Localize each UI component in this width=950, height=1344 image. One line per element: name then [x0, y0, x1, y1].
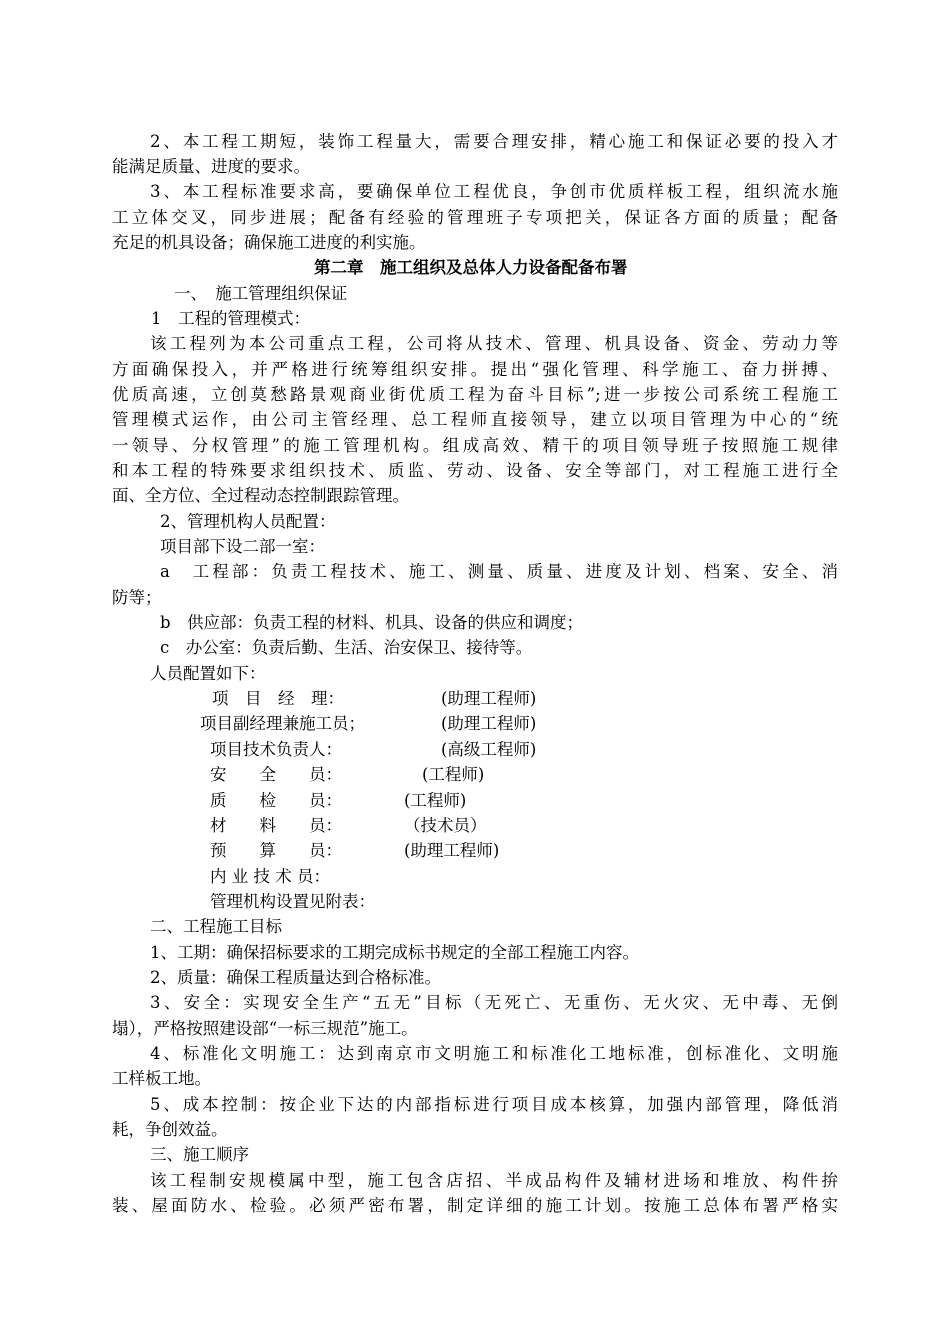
paragraph-line: 装、屋面防水、检验。必须严密布署，制定详细的施工计划。按施工总体布署严格实: [112, 1196, 838, 1215]
section-heading: 一、 施工管理组织保证: [174, 284, 348, 303]
staff-role: 内 业 技 术 员：: [210, 867, 330, 886]
paragraph-line: 项目部下设二部一室：: [160, 537, 325, 556]
paragraph-line: 管理模式运作，由公司主管经理、总工程师直接领导，建立以项目管理为中心的“统: [112, 410, 838, 429]
paragraph-line: 方面确保投入，并严格进行统筹组织安排。提出“强化管理、科学施工、奋力拼搏、: [112, 360, 838, 379]
paragraph-line: 能满足质量、进度的要求。: [112, 157, 310, 176]
paragraph-line: 工立体交叉，同步进展；配备有经验的管理班子专项把关，保证各方面的质量；配备: [112, 208, 838, 227]
paragraph-line: 该工程列为本公司重点工程，公司将从技术、管理、机具设备、资金、劳动力等: [150, 334, 838, 353]
staff-role: 项目副经理兼施工员；: [200, 714, 365, 733]
paragraph-line: 1、工期：确保招标要求的工期完成标书规定的全部工程施工内容。: [150, 943, 639, 962]
paragraph-line: 优质高速，立创莫愁路景观商业街优质工程为奋斗目标”;进一步按公司系统工程施工: [112, 385, 838, 404]
staff-title: (工程师): [422, 765, 485, 784]
paragraph-line: 塌），严格按照建设部“一标三规范”施工。: [112, 1019, 418, 1038]
paragraph-line: 充足的机具设备；确保施工进度的利实施。: [112, 233, 426, 252]
staff-title: （技术员）: [404, 816, 487, 835]
paragraph-line: 该工程制安规模属中型，施工包含店招、半成品构件及辅材进场和堆放、构件拚: [150, 1171, 838, 1190]
paragraph-line: 耗，争创效益。: [112, 1120, 228, 1139]
paragraph-line: 3、安全：实现安全生产“五无”目标（无死亡、无重伤、无火灾、无中毒、无倒: [150, 993, 838, 1012]
paragraph-line: 4、标准化文明施工：达到南京市文明施工和标准化工地标准，创标准化、文明施: [150, 1044, 838, 1063]
section-heading: 三、施工顺序: [150, 1145, 249, 1164]
list-item: c 办公室：负责后勤、生活、治安保卫、接待等。: [160, 638, 533, 657]
paragraph-line: 人员配置如下：: [150, 664, 266, 683]
chapter-heading: 第二章 施工组织及总体人力设备配备布署: [314, 258, 628, 277]
staff-role: 质 检 员：: [210, 791, 342, 810]
paragraph-line: 面、全方位、全过程动态控制跟踪管理。: [112, 486, 409, 505]
subsection-heading: 2、管理机构人员配置：: [160, 512, 336, 531]
staff-title: (助理工程师): [441, 714, 537, 733]
paragraph-line: 和本工程的特殊要求组织技术、质监、劳动、设备、安全等部门，对工程施工进行全: [112, 461, 838, 480]
staff-role: 材 料 员：: [210, 816, 342, 835]
staff-title: (工程师): [404, 791, 467, 810]
subsection-heading: 1 工程的管理模式：: [151, 309, 310, 328]
staff-role: 项 目 经 理：: [212, 689, 344, 708]
paragraph-line: 工样板工地。: [112, 1069, 211, 1088]
list-item: b 供应部：负责工程的材料、机具、设备的供应和调度；: [160, 613, 584, 632]
paragraph-line: 管理机构设置见附表：: [210, 892, 375, 911]
paragraph-line: 一领导、分权管理”的施工管理机构。组成高效、精干的项目领导班子按照施工规律: [112, 436, 838, 455]
paragraph-line: 2、质量：确保工程质量达到合格标准。: [150, 968, 441, 987]
staff-title: (助理工程师): [404, 841, 500, 860]
staff-role: 安 全 员：: [210, 765, 342, 784]
staff-role: 预 算 员：: [210, 841, 342, 860]
paragraph-line: 2、本工程工期短，装饰工程量大，需要合理安排，精心施工和保证必要的投入才: [150, 132, 838, 151]
staff-title: (高级工程师): [441, 740, 537, 759]
list-item-continued: 防等；: [112, 588, 162, 607]
section-heading: 二、工程施工目标: [150, 917, 282, 936]
paragraph-line: 5、成本控制：按企业下达的内部指标进行项目成本核算，加强内部管理，降低消: [150, 1095, 838, 1114]
list-item: a 工程部：负责工程技术、施工、测量、质量、进度及计划、档案、安全、消: [160, 562, 838, 581]
staff-role: 项目技术负责人：: [210, 740, 342, 759]
staff-title: (助理工程师): [441, 689, 537, 708]
paragraph-line: 3、本工程标准要求高，要确保单位工程优良，争创市优质样板工程，组织流水施: [150, 182, 838, 201]
